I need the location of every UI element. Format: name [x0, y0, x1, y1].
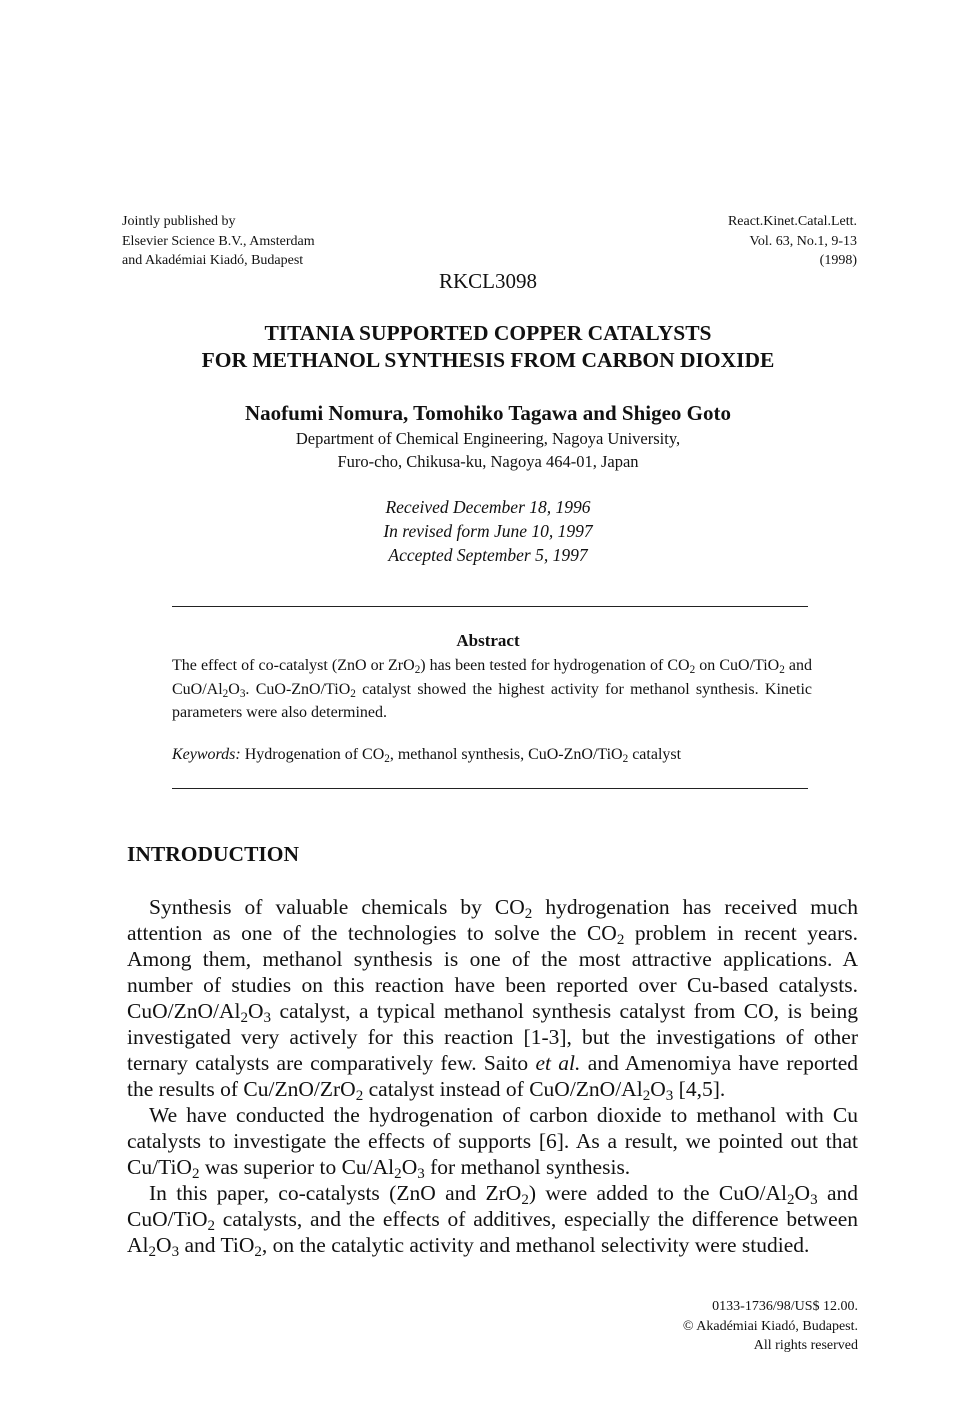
- subscript: 3: [171, 1243, 180, 1260]
- subscript: 2: [355, 1087, 364, 1104]
- journal-info: [560, 212, 857, 271]
- keywords-text-part: Hydrogenation of CO: [240, 746, 385, 763]
- text-run: for methanol synthesis.: [424, 1155, 631, 1179]
- doc-code: RKCL3098: [438, 269, 537, 293]
- journal-year: (1998): [819, 253, 857, 268]
- text-run: O: [794, 1181, 811, 1205]
- body-text: [127, 894, 858, 1258]
- abstract-heading: Abstract: [456, 631, 520, 650]
- text-run: [4,5].: [673, 1077, 726, 1101]
- subscript: 2: [689, 663, 696, 676]
- text-run: O: [156, 1233, 172, 1257]
- text-run: problem in recent years. Among them, methanol synthesis is one of the most attractive applications. A number of studies on this reaction have been reported over Cu-based catalysts. CuO/ZnO/Al: [127, 921, 859, 1023]
- subscript: 2: [414, 663, 421, 676]
- text-run: We have conducted the hydrogenation of carbon dioxide to methanol with Cu catalysts to investigate the effects of supports [6]. As a result, we pointed out that Cu/TiO: [127, 1103, 858, 1179]
- text-run: , on the catalytic activity and methanol selectivity were studied.: [261, 1233, 810, 1257]
- keywords-label: Keywords:: [172, 746, 241, 763]
- section-heading-introduction: INTRODUCTION: [127, 842, 300, 866]
- subscript: 2: [207, 1217, 215, 1234]
- subscript: 2: [384, 752, 390, 765]
- text-run: O: [401, 1155, 418, 1179]
- text-run: ) were added to the CuO/Al: [528, 1181, 787, 1205]
- text-run: and TiO: [179, 1233, 255, 1257]
- affiliation: [0, 427, 976, 473]
- subscript: 2: [222, 687, 229, 700]
- journal-volume: Vol. 63, No.1, 9-13: [749, 233, 857, 249]
- text-run-italic: et al.: [535, 1051, 581, 1075]
- text-run: and Amenomiya have reported the results of Cu/ZnO/ZrO: [127, 1051, 858, 1101]
- text-run: was superior to Cu/Al: [199, 1155, 395, 1179]
- text-run: catalyst instead of CuO/ZnO/Al: [363, 1077, 643, 1101]
- paper-title: [0, 320, 976, 374]
- subscript: 2: [394, 1165, 402, 1182]
- affiliation-line-2: Furo-cho, Chikusa-ku, Nagoya 464-01, Japan: [337, 452, 639, 471]
- publisher-line-1: Jointly published by: [122, 214, 236, 229]
- text-run: Synthesis of valuable chemicals by CO: [149, 895, 525, 919]
- subscript: 2: [787, 1191, 795, 1208]
- abstract-top-rule: [172, 606, 808, 607]
- abstract-text-part: and CuO/Al: [172, 657, 813, 698]
- rights-line: All rights reserved: [753, 1338, 858, 1353]
- abstract-text-part: O: [228, 680, 240, 698]
- text-run: catalysts, and the effects of additives, especially the difference between Al: [127, 1207, 858, 1257]
- abstract-bottom-rule: [172, 788, 808, 789]
- subscript: 2: [642, 1087, 651, 1104]
- received-date: Received December 18, 1996: [385, 497, 591, 517]
- copyright-line: © Akadémiai Kiadó, Budapest.: [682, 1318, 858, 1334]
- text-run: catalyst, a typical methanol synthesis catalyst from CO, is being investigated very actively for this reaction [1-3], but the investigations of other ternary catalysts are comparatively few. Saito: [127, 999, 858, 1075]
- keywords-text-part: , methanol synthesis, CuO-ZnO/TiO: [389, 746, 623, 763]
- text-run: O: [650, 1077, 666, 1101]
- dates: [0, 495, 976, 567]
- keywords: [172, 746, 812, 764]
- publisher-info: [122, 212, 452, 271]
- paragraph-2: [127, 1102, 858, 1180]
- abstract-text-part: ) has been tested for hydrogenation of CO: [420, 657, 690, 674]
- publisher-line-3: and Akadémiai Kiadó, Budapest: [122, 253, 304, 268]
- title-line-1: TITANIA SUPPORTED COPPER CATALYSTS: [264, 321, 712, 345]
- paragraph-3: [127, 1180, 858, 1258]
- text-run: and CuO/TiO: [127, 1181, 858, 1231]
- abstract-text-part: catalyst showed the highest activity for methanol synthesis. Kinetic parameters were also determined.: [172, 680, 812, 721]
- subscript: 2: [350, 687, 356, 700]
- publisher-line-2: Elsevier Science B.V., Amsterdam: [122, 233, 315, 249]
- issn-price: 0133-1736/98/US$ 12.00.: [712, 1299, 858, 1314]
- subscript: 2: [191, 1165, 200, 1182]
- subscript: 2: [521, 1191, 529, 1208]
- accepted-date: Accepted September 5, 1997: [388, 545, 588, 565]
- paragraph-1: [127, 894, 858, 1102]
- abstract-text: [172, 654, 812, 725]
- abstract-text-part: on CuO/TiO: [699, 657, 780, 674]
- subscript: 2: [779, 663, 785, 676]
- subscript: 2: [148, 1243, 157, 1260]
- copyright-footer: [560, 1297, 858, 1356]
- abstract-text-part: . CuO-ZnO/TiO: [245, 680, 351, 698]
- subscript: 2: [240, 1009, 249, 1026]
- affiliation-line-1: Department of Chemical Engineering, Nagoya University,: [295, 429, 681, 448]
- subscript: 3: [263, 1009, 272, 1026]
- subscript: 2: [524, 905, 533, 922]
- journal-name: React.Kinet.Catal.Lett.: [727, 214, 857, 229]
- text-run: In this paper, co-catalysts (ZnO and ZrO: [149, 1181, 522, 1205]
- keywords-text-part: catalyst: [628, 746, 682, 763]
- abstract-text-part: The effect of co-catalyst (ZnO or ZrO: [172, 657, 415, 674]
- subscript: 2: [254, 1243, 262, 1260]
- authors: Naofumi Nomura, Tomohiko Tagawa and Shigeo Goto: [244, 401, 732, 425]
- subscript: 2: [616, 931, 625, 948]
- text-run: O: [248, 999, 264, 1023]
- text-run: hydrogenation has received much attention as one of the technologies to solve the CO: [127, 895, 858, 945]
- subscript: 3: [417, 1165, 425, 1182]
- subscript: 2: [622, 752, 629, 765]
- subscript: 3: [665, 1087, 674, 1104]
- subscript: 3: [810, 1191, 818, 1208]
- subscript: 3: [239, 687, 246, 700]
- title-line-2: FOR METHANOL SYNTHESIS FROM CARBON DIOXIDE: [201, 348, 775, 372]
- revised-date: In revised form June 10, 1997: [383, 521, 593, 541]
